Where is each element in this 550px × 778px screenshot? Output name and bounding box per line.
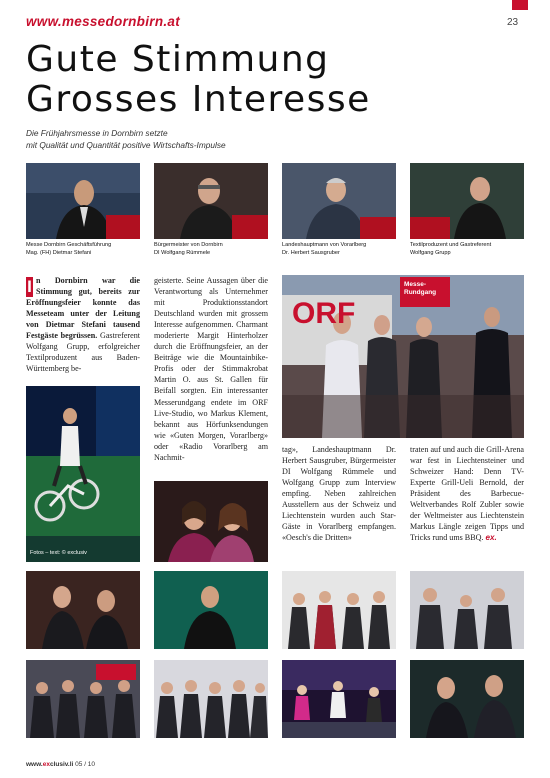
- caption-4: [410, 242, 491, 257]
- photo-row3-3: [282, 571, 396, 649]
- page-title: [26, 40, 371, 120]
- caption-3: [282, 242, 366, 257]
- messe-rundgang-sign: [404, 281, 450, 296]
- photo-row3-2: [154, 571, 268, 649]
- article-intro: n Dornbirn war die Stimmung gut, bereits zur Eröffnungsfeier konnte das Messeteam unter der Leitung von Dietmar Stefani tausend Festgäste begrüssen.: [26, 276, 140, 341]
- article-col4-text: traten auf und auch die Grill-Arena war fest in Liechtensteiner und Schweizer Hand: Denn TV-Experte Grill-Ueli Bernold, der Präsident des Barbecue-Weltverbandes Rolf Zubler sowie der Weltmeister aus Liechtenstein Markus Längle zeigen Tipps und Tricks rund ums BBQ.: [410, 445, 524, 543]
- photo-row4-2: [154, 660, 268, 738]
- photo-row4-4: [410, 660, 524, 738]
- caption-1: [26, 242, 111, 257]
- site-url[interactable]: www.messedornbirn.at: [26, 14, 181, 29]
- article-signature: ex.: [485, 533, 497, 543]
- photo-ruemmele: [154, 163, 268, 239]
- caption-4-line-2: Wolfgang Grupp: [410, 249, 451, 256]
- caption-2: [154, 242, 223, 257]
- photo-row4-3: [282, 660, 396, 738]
- footer: [26, 761, 95, 768]
- corner-tab: [512, 0, 528, 10]
- article-column-4: [410, 444, 524, 564]
- photo-two-women: [154, 481, 268, 562]
- lead-line-1: Die Frühjahrsmesse in Dornbirn setzte: [26, 128, 168, 138]
- photo-row3-4: [410, 571, 524, 649]
- title-line-2: Grosses Interesse: [26, 79, 371, 120]
- photo-row3-1: [26, 571, 140, 649]
- footer-www: www.: [26, 761, 43, 768]
- caption-2-line-1: Bürgermeister von Dornbirn: [154, 242, 223, 248]
- photo-row4-1: [26, 660, 140, 738]
- caption-1-line-2: Mag. (FH) Dietmar Stefani: [26, 249, 92, 256]
- footer-domain: clusiv.li: [49, 761, 74, 768]
- photo-sausgruber: [282, 163, 396, 239]
- page-number: 23: [507, 17, 519, 28]
- article-column-1: [26, 275, 140, 380]
- caption-3-line-2: Dr. Herbert Sausgruber: [282, 249, 340, 256]
- lead-text: [26, 127, 226, 151]
- photo-orf-studio: [282, 275, 524, 438]
- photo-grupp: [410, 163, 524, 239]
- title-line-1: Gute Stimmung: [26, 39, 330, 80]
- caption-3-line-1: Landeshauptmann von Vorarlberg: [282, 242, 367, 248]
- caption-1-line-1: Messe Dornbirn Geschäftsführung: [26, 242, 112, 248]
- sign-line-1: Messe-: [404, 281, 427, 288]
- photo-mountainbike: [26, 386, 140, 562]
- article-column-3: [282, 444, 396, 564]
- footer-ex: ex: [42, 761, 50, 768]
- orf-logo: ORF: [292, 297, 356, 330]
- lead-line-2: mit Qualität und Quantität positive Wirtschafts-Impulse: [26, 140, 226, 150]
- footer-issue: 05 / 10: [75, 761, 96, 768]
- article-column-2: [154, 275, 268, 475]
- photo-stefani: [26, 163, 140, 239]
- article-col1-rest: Gastreferent Wolfgang Grupp, erfolgreicher Textilproduzent aus Baden-Württemberg be-: [26, 331, 140, 374]
- caption-2-line-2: DI Wolfgang Rümmele: [154, 249, 211, 256]
- photo-credit: Fotos – text: © exclusiv: [30, 550, 87, 556]
- article-col2-text: geisterte. Seine Aussagen über die Verantwortung als Unternehmer mit Produktionsstandort Deutschland wurden mit grossem Interesse aufgenommen. Charmant moderierte Margit Hinterholzer durch die Eröffnungsfeier, an der Beiträge wie die Mountainbike-Profis oder der Stimmakrobat Martin O. aus St. Gallen für Beifall sorgten. Ein interessanter Messerundgang endete im ORF Live-Studio, wo Markus Klement, bekannt aus Hörfunksendungen wie «Guten Morgen, Vorarlberg» oder «Radio Vorarlberg am Nachmit-: [154, 276, 268, 462]
- dropcap: I: [27, 277, 32, 296]
- caption-4-line-1: Textilproduzent und Gastreferent: [410, 242, 492, 248]
- sign-line-2: Rundgang: [404, 288, 437, 296]
- article-col3-text: tag», Landeshauptmann Dr. Herbert Sausgruber, Bürgermeister DI Wolfgang Rümmele und Wolfgang Grupp zum Interview empfing. Neben zahlreichen Ausstellern aus der Schweiz und Liechtenstein wurden auch Star-Gäste in Vorarlberg empfangen. «Oesch's die Dritten»: [282, 445, 396, 543]
